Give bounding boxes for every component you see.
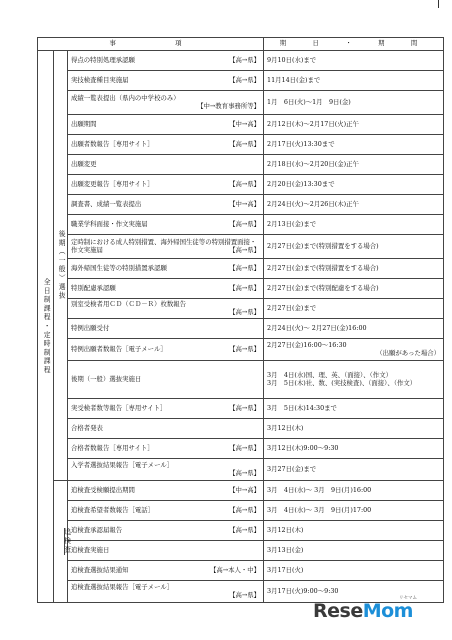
header-row [38,38,444,51]
row-date: 3月12日(木) [264,521,444,541]
row-text: 職業学科面接・作文実施届 【高→県】 [68,215,264,235]
row-date: 2月27日(金)まで(特別措置をする場合) [264,259,444,279]
table-row [38,91,444,115]
table-row [38,521,444,541]
table-row [38,175,444,195]
table-row [38,339,444,361]
row-text: 追検査受検願提出期間 【中→高】 [68,481,264,501]
row-text: 出願変更報告［専用サイト］ 【高→県】 [68,175,264,195]
recheck-cell [54,481,71,603]
table-row [38,279,444,299]
row-date: 2月17日(火)13:30まで [264,135,444,155]
row-date: 3月12日(木)9:00～9:30 [264,439,444,459]
row-text: 出願期間 【中→高】 [68,115,264,135]
row-text: 別室受検者用ＣＤ（ＣＤ－Ｒ）枚数報告 【高→県】 [68,299,264,319]
header-date: 期 日 ・ 期 間 [264,38,444,51]
table-row [38,235,444,259]
row-date: 2月27日(金)まで(特別措置をする場合) [264,235,444,259]
table-row [38,561,444,581]
row-date: 3月13日(金) [264,541,444,561]
table-row [38,51,444,71]
row-date: 3月17日(火) [264,561,444,581]
row-date: 3月 5日(木)14:30まで [264,399,444,419]
table-row [38,419,444,439]
table-row [38,399,444,419]
row-date: 2月20日(金)13:30まで [264,175,444,195]
row-text: 合格者数報告［専用サイト］ 【高→県】 [68,439,264,459]
row-date: 9月10日(水)まで [264,51,444,71]
resemom-logo [313,596,443,626]
row-text: 入学者選抜結果報告［電子メール］ 【高→県】 [68,459,264,481]
table-row [38,299,444,319]
table-row [38,115,444,135]
row-date: 2月18日(水)～2月20日(金)正午 [264,155,444,175]
corner-mark [438,0,439,8]
row-text: 出願変更 [68,155,264,175]
row-text: 海外帰国生徒等の特別措置承認願 【高→県】 [68,259,264,279]
table-row [38,215,444,235]
row-text: 実技検査種目実施届 【高→県】 [68,71,264,91]
logo-wordmark: ReseMom [313,600,413,622]
row-text: 合格者発表 [68,419,264,439]
row-text: 得点の特別処理承認願 【高→県】 [68,51,264,71]
row-date: 3月12日(木) [264,419,444,439]
table-row [38,501,444,521]
row-date: 2月24日(火)～ 2月27日(金)16:00 [264,319,444,339]
row-date: 3月17日(火)9:00～9:30 [264,581,444,603]
row-date: 3月 4日(水)～ 3月 9日(月)16:00 [264,481,444,501]
row-date: 3月 4日(水)国、理、英、（面接）、（作文） 3月 5日(木)社、数、(実技検査)、（面接）、（作文） [264,361,444,399]
row-text: 出願者数報告［専用サイト］ 【高→県】 [68,135,264,155]
row-date: 2月24日(火)～2月26日(木)正午 [264,195,444,215]
table-row [38,439,444,459]
row-text: 実受検者数等報告［専用サイト］ 【高→県】 [68,399,264,419]
row-date: 2月12日(木)～2月17日(火)正午 [264,115,444,135]
schedule-table [37,37,444,603]
row-text: 成績一覧表提出（県内の中学校のみ） 【中→教育事務所等】 [68,91,264,115]
row-text: 後期（一般）選抜実施日 [68,361,264,399]
table-row [38,155,444,175]
table-row [38,541,444,561]
row-date: 3月 4日(水)～ 3月 9日(月)17:00 [264,501,444,521]
row-text: 追検査実施日 [68,541,264,561]
row-text: 追検査選抜結果報告［電子メール］ 【高→県】 [68,581,264,603]
row-date: 1月 6日(火)～1月 9日(金) [264,91,444,115]
schedule-table-container [37,37,443,615]
row-date: 3月27日(金)まで [264,459,444,481]
table-row [38,459,444,481]
header-item: 事 項 [38,38,264,51]
row-date: 2月27日(金)まで(特別配慮をする場合) [264,279,444,299]
group-outer-label: 全日制課程・定時制課程 [38,51,54,603]
row-text: 特例出願者数報告［電子メール］ 【高→県】 [68,339,264,361]
row-text: 特別配慮承認願 【高→県】 [68,279,264,299]
group-recheck-label: 追検査 [62,528,71,555]
logo-kana: リセマム [399,596,417,601]
table-row [38,135,444,155]
row-text: 追検査希望者数報告［電話］ 【高→県】 [68,501,264,521]
row-text: 定時制における成人特別措置、海外帰国生徒等の特別措置面接・作文実施届 【高→県】 [68,235,264,259]
table-row [38,71,444,91]
row-text: 特例出願受付 [68,319,264,339]
group-late-label: 後期（一般）選抜 [54,51,68,481]
row-text: 調査書、成績一覧表提出 【中→高】 [68,195,264,215]
row-text: 追検査承認届報告 【高→県】 [68,521,264,541]
row-date: 2月13日(金)まで [264,215,444,235]
table-row [38,319,444,339]
table-row [38,195,444,215]
row-date: 2月27日(金)まで [264,299,444,319]
row-date: 11月14日(金)まで [264,71,444,91]
row-date: 2月27日(金)16:00～16:30 （出願があった場合） [264,339,444,361]
table-row [38,481,444,501]
table-row [38,259,444,279]
table-row [38,361,444,399]
row-text: 追検査選抜結果通知 【高→本人・中】 [68,561,264,581]
